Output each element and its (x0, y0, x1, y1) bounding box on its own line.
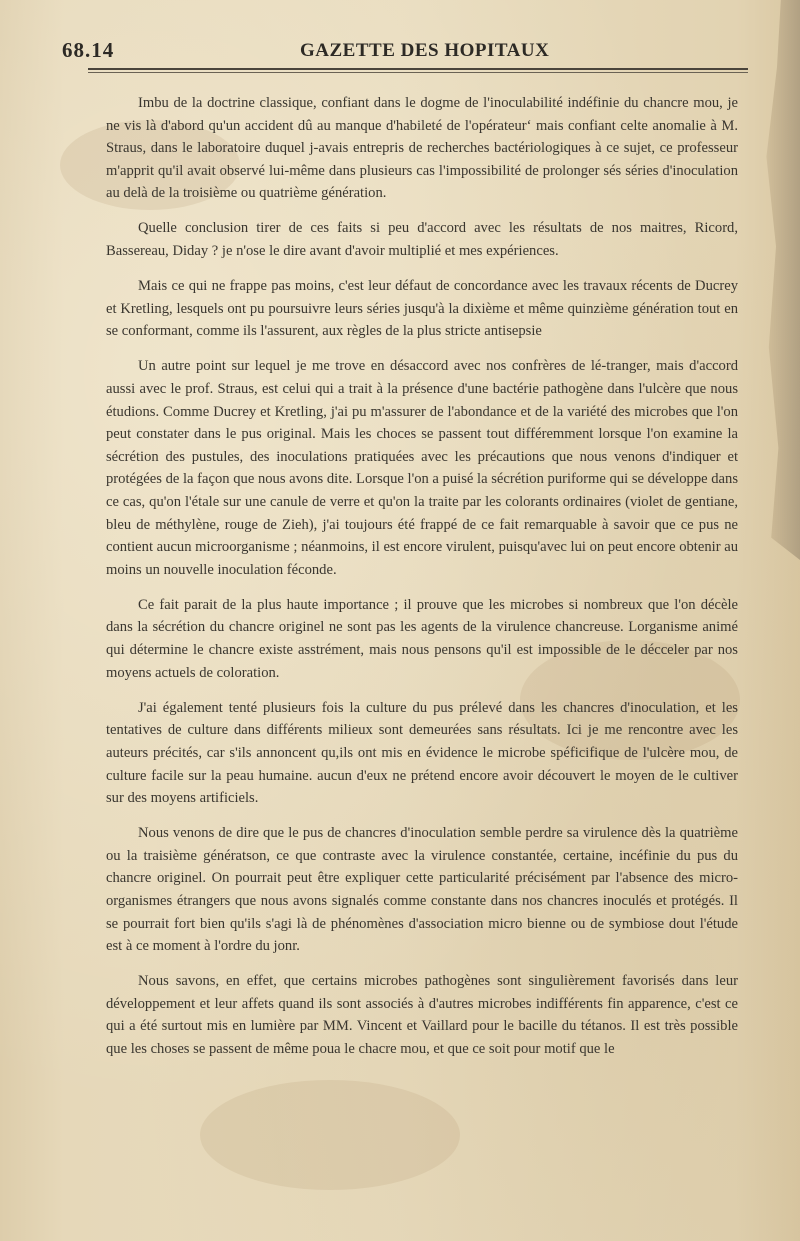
paragraph: Imbu de la doctrine classique, confiant dans le dogme de l'inoculabilité indéfinie du chancre mou, je ne vis là d'abord qu'un accident dû au manque d'habileté de l'opérateur‘ mais confiant celte anomalie à M. Straus, dans le laboratoire duquel j-avais entrepris de recherches bactériologiques à ce sujet, ce professeur m'apprit qu'il avait observé lui-même dans plusieurs cas l'impossibilité de prolonger sés séries d'inoculation au delà de la troisième ou quatrième génération. (106, 95, 738, 202)
header-rule (88, 68, 748, 70)
paragraph: Quelle conclusion tirer de ces faits si peu d'accord avec les résultats de nos maitres, Ricord, Bassereau, Diday ? je n'ose le dire avant d'avoir multiplié et mes expériences. (106, 220, 738, 260)
paragraph: Mais ce qui ne frappe pas moins, c'est leur défaut de concordance avec les travaux récents de Ducrey et Kretling, lesquels ont pu poursuivre leurs séries jusqu'à la dixième et même quinzième génération tout en se conformant, comme ils l'assurent, aux règles de la plus stricte antisepsie (106, 278, 738, 340)
paragraph: Ce fait parait de la plus haute importance ; il prouve que les microbes si nombreux que l'on décèle dans la sécrétion du chancre originel ne sont pas les agents de la virulence chancreuse. Lorganisme animé qui détermine le chancre existe asstrément, mais nous pensons qu'il est impossible de le décceler par nos moyens actuels de coloration. (106, 596, 738, 681)
article-body (106, 92, 738, 1073)
page-number: 68.14 (62, 38, 115, 62)
running-title: GAZETTE DES HOPITAUX (300, 40, 550, 61)
header-rule-thin (88, 72, 748, 73)
paper-stain (200, 1080, 460, 1190)
paragraph: Nous savons, en effet, que certains microbes pathogènes sont singulièrement favorisés dans leur développement et leur affets quand ils sont associés à d'autres microbes indifférents fin apparence, c'est ce qui a été surtout mis en lumière par MM. Vincent et Vaillard pour le bacille du tétanos. Il est très possible que les choses se passent de même poua le chacre mou, et que ce soit pour motif que le (106, 973, 738, 1058)
page-header (62, 36, 752, 66)
paragraph: Un autre point sur lequel je me trove en désaccord avec nos confrères de lé-tranger, mais d'accord aussi avec le prof. Straus, est celui qui a trait à la présence d'une bactérie pathogène dans l'ulcère que nous étudions. Comme Ducrey et Kretling, j'ai pu m'assurer de l'abondance et de la variété des microbes que l'on peut constater dans le pus original. Mais les choces se passent tout différemment lorsque l'on examine la sécrétion des pustules, des inoculations pratiquées avec les précautions que nous venons d'indiquer et protégées de la façon que nous avons dite. Lorsque l'on a puisé la sécrétion puriforme qui se développe dans ce cas, qu'on l'étale sur une canule de verre et qu'on la traite par les colorants ordinaires (violet de gentiane, bleu de méthylène, rouge de Zieh), j'ai toujours été frappé de ce fait remarquable à savoir que ce pus ne contient aucun microorganisme ; néanmoins, il est encore virulent, puisqu'avec lui on peut encore obtenir au moins un nouvelle inoculation féconde. (106, 358, 738, 578)
paragraph: Nous venons de dire que le pus de chancres d'inoculation semble perdre sa virulence dès la quatrième ou la traisième génératson, ce que contraste avec la virulence constantée, certaine, incéfinie du pus du chancre originel. On pourrait peut être expliquer cette particularité précisément par l'absence des micro-organismes étrangers que nous avons signalés comme constante dans nos chancres inoculés et protégés. Il se pourrait fort bien qu'ils s'agi là de phénomènes d'association micro bienne ou de symbiose dout l'étude est à ce moment à l'ordre du jonr. (106, 825, 738, 955)
torn-page-edge (752, 0, 800, 560)
paragraph: J'ai également tenté plusieurs fois la culture du pus prélevé dans les chancres d'inoculation, et les tentatives de culture dans différents milieux sont demeurées sans résultats. Ici je me rencontre avec les auteurs précités, car s'ils annoncent qu,ils ont mis en évidence le microbe spéficifique de l'ulcère mou, de culture facile sur la peau humaine. aucun d'eux ne prétend encore avoir découvert le moyen de le cultiver sur des moyens artificiels. (106, 699, 738, 807)
